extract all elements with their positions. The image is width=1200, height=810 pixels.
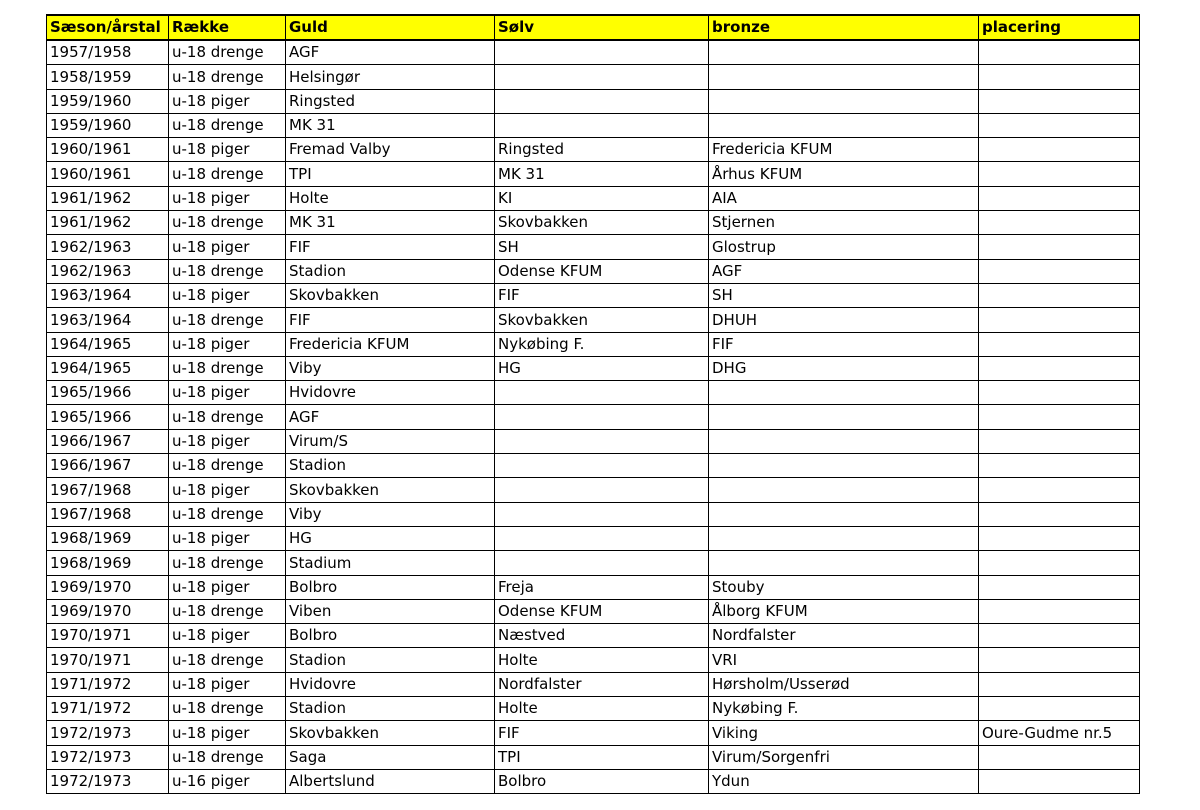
- cell-placement[interactable]: [979, 502, 1140, 526]
- table-row: [47, 235, 1140, 259]
- cell-bronze[interactable]: [709, 454, 979, 478]
- cell-placement[interactable]: [979, 283, 1140, 307]
- cell-season[interactable]: 1968/1969: [47, 551, 169, 575]
- table-row: [47, 405, 1140, 429]
- cell-silver[interactable]: Odense KFUM: [495, 259, 709, 283]
- table-row: [47, 599, 1140, 623]
- cell-division[interactable]: u-18 drenge: [169, 648, 286, 672]
- cell-division[interactable]: u-18 piger: [169, 332, 286, 356]
- cell-placement[interactable]: [979, 478, 1140, 502]
- cell-bronze[interactable]: DHUH: [709, 308, 979, 332]
- table-row: [47, 40, 1140, 65]
- cell-season[interactable]: 1970/1971: [47, 648, 169, 672]
- cell-placement[interactable]: [979, 381, 1140, 405]
- cell-division[interactable]: u-18 piger: [169, 89, 286, 113]
- table-body: [47, 40, 1140, 794]
- cell-division[interactable]: u-18 piger: [169, 381, 286, 405]
- table-row: [47, 745, 1140, 769]
- cell-gold[interactable]: Viby: [286, 356, 495, 380]
- cell-gold[interactable]: FIF: [286, 235, 495, 259]
- cell-placement[interactable]: [979, 745, 1140, 769]
- cell-season[interactable]: 1971/1972: [47, 697, 169, 721]
- cell-bronze[interactable]: Nordfalster: [709, 624, 979, 648]
- cell-bronze[interactable]: [709, 478, 979, 502]
- cell-gold[interactable]: Bolbro: [286, 575, 495, 599]
- header-placement[interactable]: placering: [979, 15, 1140, 40]
- cell-silver[interactable]: [495, 478, 709, 502]
- table-row: [47, 697, 1140, 721]
- cell-season[interactable]: 1959/1960: [47, 113, 169, 137]
- cell-silver[interactable]: [495, 89, 709, 113]
- table-row: [47, 429, 1140, 453]
- cell-placement[interactable]: [979, 454, 1140, 478]
- cell-placement[interactable]: [979, 429, 1140, 453]
- cell-gold[interactable]: Hvidovre: [286, 381, 495, 405]
- cell-gold[interactable]: Viby: [286, 502, 495, 526]
- cell-placement[interactable]: [979, 526, 1140, 550]
- cell-season[interactable]: 1960/1961: [47, 138, 169, 162]
- cell-bronze[interactable]: FIF: [709, 332, 979, 356]
- cell-placement[interactable]: [979, 648, 1140, 672]
- cell-silver[interactable]: Holte: [495, 648, 709, 672]
- cell-gold[interactable]: AGF: [286, 405, 495, 429]
- cell-division[interactable]: u-18 piger: [169, 283, 286, 307]
- cell-gold[interactable]: HG: [286, 526, 495, 550]
- cell-division[interactable]: u-18 drenge: [169, 259, 286, 283]
- cell-placement[interactable]: [979, 113, 1140, 137]
- cell-division[interactable]: u-18 drenge: [169, 454, 286, 478]
- cell-gold[interactable]: AGF: [286, 40, 495, 65]
- cell-placement[interactable]: [979, 162, 1140, 186]
- cell-division[interactable]: u-18 drenge: [169, 356, 286, 380]
- table-row: [47, 65, 1140, 89]
- cell-placement[interactable]: [979, 672, 1140, 696]
- cell-gold[interactable]: Stadion: [286, 454, 495, 478]
- cell-placement[interactable]: [979, 624, 1140, 648]
- cell-bronze[interactable]: Viking: [709, 721, 979, 745]
- cell-division[interactable]: u-18 drenge: [169, 308, 286, 332]
- table-row: [47, 478, 1140, 502]
- cell-season[interactable]: 1969/1970: [47, 599, 169, 623]
- cell-season[interactable]: 1967/1968: [47, 478, 169, 502]
- cell-season[interactable]: 1972/1973: [47, 769, 169, 793]
- cell-silver[interactable]: KI: [495, 186, 709, 210]
- table-row: [47, 721, 1140, 745]
- cell-silver[interactable]: HG: [495, 356, 709, 380]
- cell-silver[interactable]: [495, 405, 709, 429]
- cell-placement[interactable]: [979, 235, 1140, 259]
- cell-season[interactable]: 1966/1967: [47, 429, 169, 453]
- cell-placement[interactable]: [979, 65, 1140, 89]
- cell-placement[interactable]: [979, 356, 1140, 380]
- cell-season[interactable]: 1966/1967: [47, 454, 169, 478]
- table-row: [47, 356, 1140, 380]
- cell-placement[interactable]: [979, 89, 1140, 113]
- cell-season[interactable]: 1962/1963: [47, 235, 169, 259]
- cell-bronze[interactable]: Stjernen: [709, 211, 979, 235]
- table-row: [47, 769, 1140, 793]
- cell-silver[interactable]: [495, 65, 709, 89]
- cell-silver[interactable]: Bolbro: [495, 769, 709, 793]
- cell-bronze[interactable]: VRI: [709, 648, 979, 672]
- cell-season[interactable]: 1960/1961: [47, 162, 169, 186]
- cell-silver[interactable]: [495, 502, 709, 526]
- table-row: [47, 454, 1140, 478]
- cell-placement[interactable]: [979, 211, 1140, 235]
- cell-placement[interactable]: [979, 405, 1140, 429]
- cell-season[interactable]: 1971/1972: [47, 672, 169, 696]
- cell-division[interactable]: u-18 piger: [169, 138, 286, 162]
- cell-bronze[interactable]: [709, 502, 979, 526]
- cell-silver[interactable]: FIF: [495, 721, 709, 745]
- cell-division[interactable]: u-18 drenge: [169, 551, 286, 575]
- cell-placement[interactable]: [979, 332, 1140, 356]
- cell-bronze[interactable]: [709, 381, 979, 405]
- cell-division[interactable]: u-18 piger: [169, 526, 286, 550]
- cell-placement[interactable]: [979, 186, 1140, 210]
- cell-division[interactable]: u-18 drenge: [169, 113, 286, 137]
- cell-placement[interactable]: [979, 138, 1140, 162]
- cell-placement[interactable]: [979, 308, 1140, 332]
- table-row: [47, 526, 1140, 550]
- table-row: [47, 624, 1140, 648]
- cell-division[interactable]: u-18 drenge: [169, 599, 286, 623]
- cell-silver[interactable]: Ringsted: [495, 138, 709, 162]
- cell-season[interactable]: 1963/1964: [47, 283, 169, 307]
- cell-gold[interactable]: Skovbakken: [286, 283, 495, 307]
- table-row: [47, 502, 1140, 526]
- table-row: [47, 211, 1140, 235]
- cell-season[interactable]: 1970/1971: [47, 624, 169, 648]
- cell-silver[interactable]: MK 31: [495, 162, 709, 186]
- cell-division[interactable]: u-18 piger: [169, 624, 286, 648]
- cell-season[interactable]: 1962/1963: [47, 259, 169, 283]
- table-row: [47, 283, 1140, 307]
- cell-bronze[interactable]: Fredericia KFUM: [709, 138, 979, 162]
- cell-gold[interactable]: Skovbakken: [286, 721, 495, 745]
- cell-bronze[interactable]: [709, 405, 979, 429]
- cell-gold[interactable]: Holte: [286, 186, 495, 210]
- cell-silver[interactable]: [495, 429, 709, 453]
- cell-division[interactable]: u-18 drenge: [169, 405, 286, 429]
- cell-gold[interactable]: Stadion: [286, 648, 495, 672]
- cell-bronze[interactable]: [709, 551, 979, 575]
- cell-division[interactable]: u-18 piger: [169, 721, 286, 745]
- cell-bronze[interactable]: Århus KFUM: [709, 162, 979, 186]
- cell-gold[interactable]: Stadion: [286, 259, 495, 283]
- cell-bronze[interactable]: Glostrup: [709, 235, 979, 259]
- cell-season[interactable]: 1957/1958: [47, 40, 169, 65]
- cell-season[interactable]: 1961/1962: [47, 186, 169, 210]
- cell-bronze[interactable]: Ålborg KFUM: [709, 599, 979, 623]
- cell-gold[interactable]: Ringsted: [286, 89, 495, 113]
- cell-silver[interactable]: Nordfalster: [495, 672, 709, 696]
- header-row: [47, 15, 1140, 40]
- cell-silver[interactable]: [495, 551, 709, 575]
- cell-gold[interactable]: Albertslund: [286, 769, 495, 793]
- cell-placement[interactable]: [979, 769, 1140, 793]
- cell-gold[interactable]: Bolbro: [286, 624, 495, 648]
- cell-gold[interactable]: FIF: [286, 308, 495, 332]
- cell-silver[interactable]: [495, 381, 709, 405]
- cell-season[interactable]: 1961/1962: [47, 211, 169, 235]
- cell-gold[interactable]: Skovbakken: [286, 478, 495, 502]
- cell-season[interactable]: 1969/1970: [47, 575, 169, 599]
- table-row: [47, 575, 1140, 599]
- table-row: [47, 648, 1140, 672]
- cell-season[interactable]: 1972/1973: [47, 721, 169, 745]
- cell-silver[interactable]: FIF: [495, 283, 709, 307]
- cell-bronze[interactable]: [709, 89, 979, 113]
- cell-division[interactable]: u-18 drenge: [169, 211, 286, 235]
- cell-silver[interactable]: TPI: [495, 745, 709, 769]
- cell-gold[interactable]: Helsingør: [286, 65, 495, 89]
- table-row: [47, 259, 1140, 283]
- cell-division[interactable]: u-18 piger: [169, 235, 286, 259]
- cell-placement[interactable]: [979, 551, 1140, 575]
- cell-division[interactable]: u-18 drenge: [169, 65, 286, 89]
- table-row: [47, 138, 1140, 162]
- results-table: [46, 14, 1140, 794]
- cell-division[interactable]: u-18 drenge: [169, 697, 286, 721]
- cell-placement[interactable]: [979, 697, 1140, 721]
- cell-bronze[interactable]: DHG: [709, 356, 979, 380]
- cell-placement[interactable]: Oure-Gudme nr.5: [979, 721, 1140, 745]
- table-row: [47, 162, 1140, 186]
- table-row: [47, 551, 1140, 575]
- cell-season[interactable]: 1965/1966: [47, 405, 169, 429]
- header-season[interactable]: Sæson/årstal: [47, 15, 169, 40]
- table-row: [47, 332, 1140, 356]
- cell-bronze[interactable]: SH: [709, 283, 979, 307]
- cell-placement[interactable]: [979, 599, 1140, 623]
- cell-bronze[interactable]: [709, 526, 979, 550]
- cell-season[interactable]: 1972/1973: [47, 745, 169, 769]
- cell-gold[interactable]: MK 31: [286, 113, 495, 137]
- cell-division[interactable]: u-18 piger: [169, 478, 286, 502]
- cell-bronze[interactable]: Stouby: [709, 575, 979, 599]
- cell-placement[interactable]: [979, 40, 1140, 65]
- cell-bronze[interactable]: Nykøbing F.: [709, 697, 979, 721]
- cell-silver[interactable]: [495, 113, 709, 137]
- cell-gold[interactable]: Virum/S: [286, 429, 495, 453]
- cell-silver[interactable]: Freja: [495, 575, 709, 599]
- table-row: [47, 89, 1140, 113]
- cell-bronze[interactable]: Ydun: [709, 769, 979, 793]
- cell-season[interactable]: 1964/1965: [47, 332, 169, 356]
- cell-gold[interactable]: Fremad Valby: [286, 138, 495, 162]
- header-silver[interactable]: Sølv: [495, 15, 709, 40]
- cell-division[interactable]: u-18 piger: [169, 575, 286, 599]
- cell-season[interactable]: 1964/1965: [47, 356, 169, 380]
- cell-bronze[interactable]: [709, 429, 979, 453]
- cell-division[interactable]: u-18 piger: [169, 429, 286, 453]
- cell-bronze[interactable]: [709, 65, 979, 89]
- cell-placement[interactable]: [979, 575, 1140, 599]
- cell-season[interactable]: 1968/1969: [47, 526, 169, 550]
- cell-gold[interactable]: Fredericia KFUM: [286, 332, 495, 356]
- cell-gold[interactable]: MK 31: [286, 211, 495, 235]
- cell-gold[interactable]: Stadium: [286, 551, 495, 575]
- header-bronze[interactable]: bronze: [709, 15, 979, 40]
- header-division[interactable]: Række: [169, 15, 286, 40]
- cell-division[interactable]: u-18 drenge: [169, 502, 286, 526]
- cell-division[interactable]: u-18 piger: [169, 186, 286, 210]
- cell-bronze[interactable]: AGF: [709, 259, 979, 283]
- cell-placement[interactable]: [979, 259, 1140, 283]
- cell-silver[interactable]: [495, 454, 709, 478]
- cell-silver[interactable]: Nykøbing F.: [495, 332, 709, 356]
- cell-season[interactable]: 1967/1968: [47, 502, 169, 526]
- cell-season[interactable]: 1963/1964: [47, 308, 169, 332]
- cell-bronze[interactable]: Virum/Sorgenfri: [709, 745, 979, 769]
- cell-bronze[interactable]: Hørsholm/Usserød: [709, 672, 979, 696]
- table-row: [47, 186, 1140, 210]
- cell-bronze[interactable]: [709, 40, 979, 65]
- cell-division[interactable]: u-18 piger: [169, 672, 286, 696]
- cell-season[interactable]: 1958/1959: [47, 65, 169, 89]
- cell-division[interactable]: u-18 drenge: [169, 40, 286, 65]
- table-row: [47, 381, 1140, 405]
- cell-silver[interactable]: Skovbakken: [495, 211, 709, 235]
- cell-gold[interactable]: TPI: [286, 162, 495, 186]
- cell-silver[interactable]: Holte: [495, 697, 709, 721]
- cell-season[interactable]: 1965/1966: [47, 381, 169, 405]
- cell-silver[interactable]: [495, 526, 709, 550]
- cell-silver[interactable]: [495, 40, 709, 65]
- table-row: [47, 308, 1140, 332]
- cell-silver[interactable]: Odense KFUM: [495, 599, 709, 623]
- cell-division[interactable]: u-18 drenge: [169, 745, 286, 769]
- cell-season[interactable]: 1959/1960: [47, 89, 169, 113]
- cell-silver[interactable]: Næstved: [495, 624, 709, 648]
- cell-bronze[interactable]: AIA: [709, 186, 979, 210]
- cell-silver[interactable]: SH: [495, 235, 709, 259]
- cell-gold[interactable]: Saga: [286, 745, 495, 769]
- cell-division[interactable]: u-18 drenge: [169, 162, 286, 186]
- cell-division[interactable]: u-16 piger: [169, 769, 286, 793]
- cell-silver[interactable]: Skovbakken: [495, 308, 709, 332]
- table-row: [47, 672, 1140, 696]
- cell-bronze[interactable]: [709, 113, 979, 137]
- table-row: [47, 113, 1140, 137]
- cell-gold[interactable]: Hvidovre: [286, 672, 495, 696]
- header-gold[interactable]: Guld: [286, 15, 495, 40]
- cell-gold[interactable]: Viben: [286, 599, 495, 623]
- cell-gold[interactable]: Stadion: [286, 697, 495, 721]
